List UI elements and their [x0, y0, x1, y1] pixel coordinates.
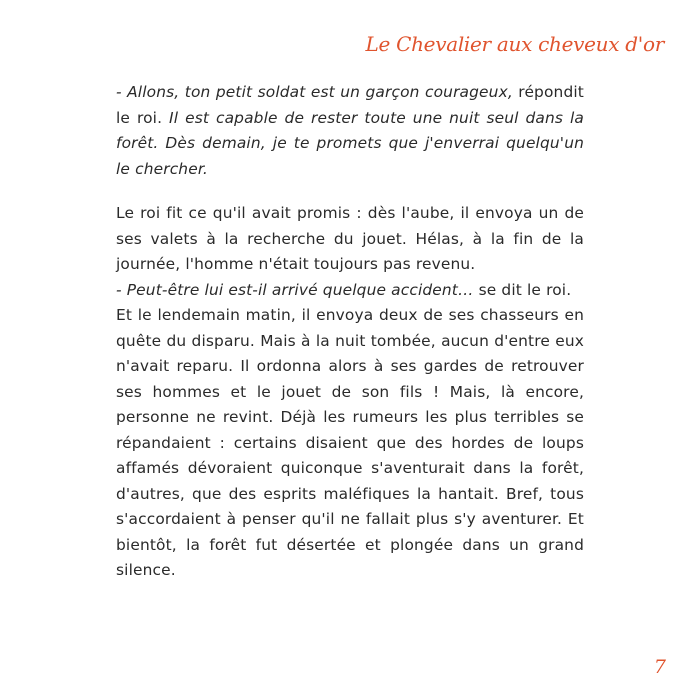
speaker-tag-king: répondit le roi. [116, 83, 584, 127]
dialogue-accident: - Peut-être lui est-il arrivé quelque accident… [116, 280, 474, 299]
paragraph-1 [116, 80, 584, 182]
book-title: Le Chevalier aux cheveux d'or [365, 32, 664, 56]
paragraph-2 [116, 201, 584, 584]
page-number: 7 [653, 656, 666, 678]
dialogue-king-open: - Allons, ton petit soldat est un garçon courageux, [116, 83, 513, 101]
narration-dawn: Le roi fit ce qu'il avait promis : dès l'aube, il envoya un de ses valets à la recherche du jouet. Hélas, à la fin de la journée, l'homme n'était toujours pas revenu. [116, 204, 584, 273]
dialogue-king-rest: Il est capable de rester toute une nuit seul dans la forêt. Dès demain, je te promets que j'enverrai quelqu'un le chercher. [116, 108, 584, 178]
narration-forest: Et le lendemain matin, il envoya deux de ses chasseurs en quête du disparu. Mais à la nuit tombée, aucun d'entre eux n'avait reparu. Il ordonna alors à ses gardes de retrouver ses hommes et le jouet de son fils ! Mais, là encore, personne ne revint. Déjà les rumeurs les plus terribles se répandaient : certains disaient que des hordes de loups affamés dévoraient quiconque s'aventurait dans la forêt, d'autres, que des esprits maléfiques la hantait. Bref, tous s'accordaient à penser qu'il ne fallait plus s'y aventurer. Et bientôt, la forêt fut désertée et plongée dans un grand silence. [116, 306, 584, 579]
speaker-tag-self: se dit le roi. [473, 280, 572, 299]
